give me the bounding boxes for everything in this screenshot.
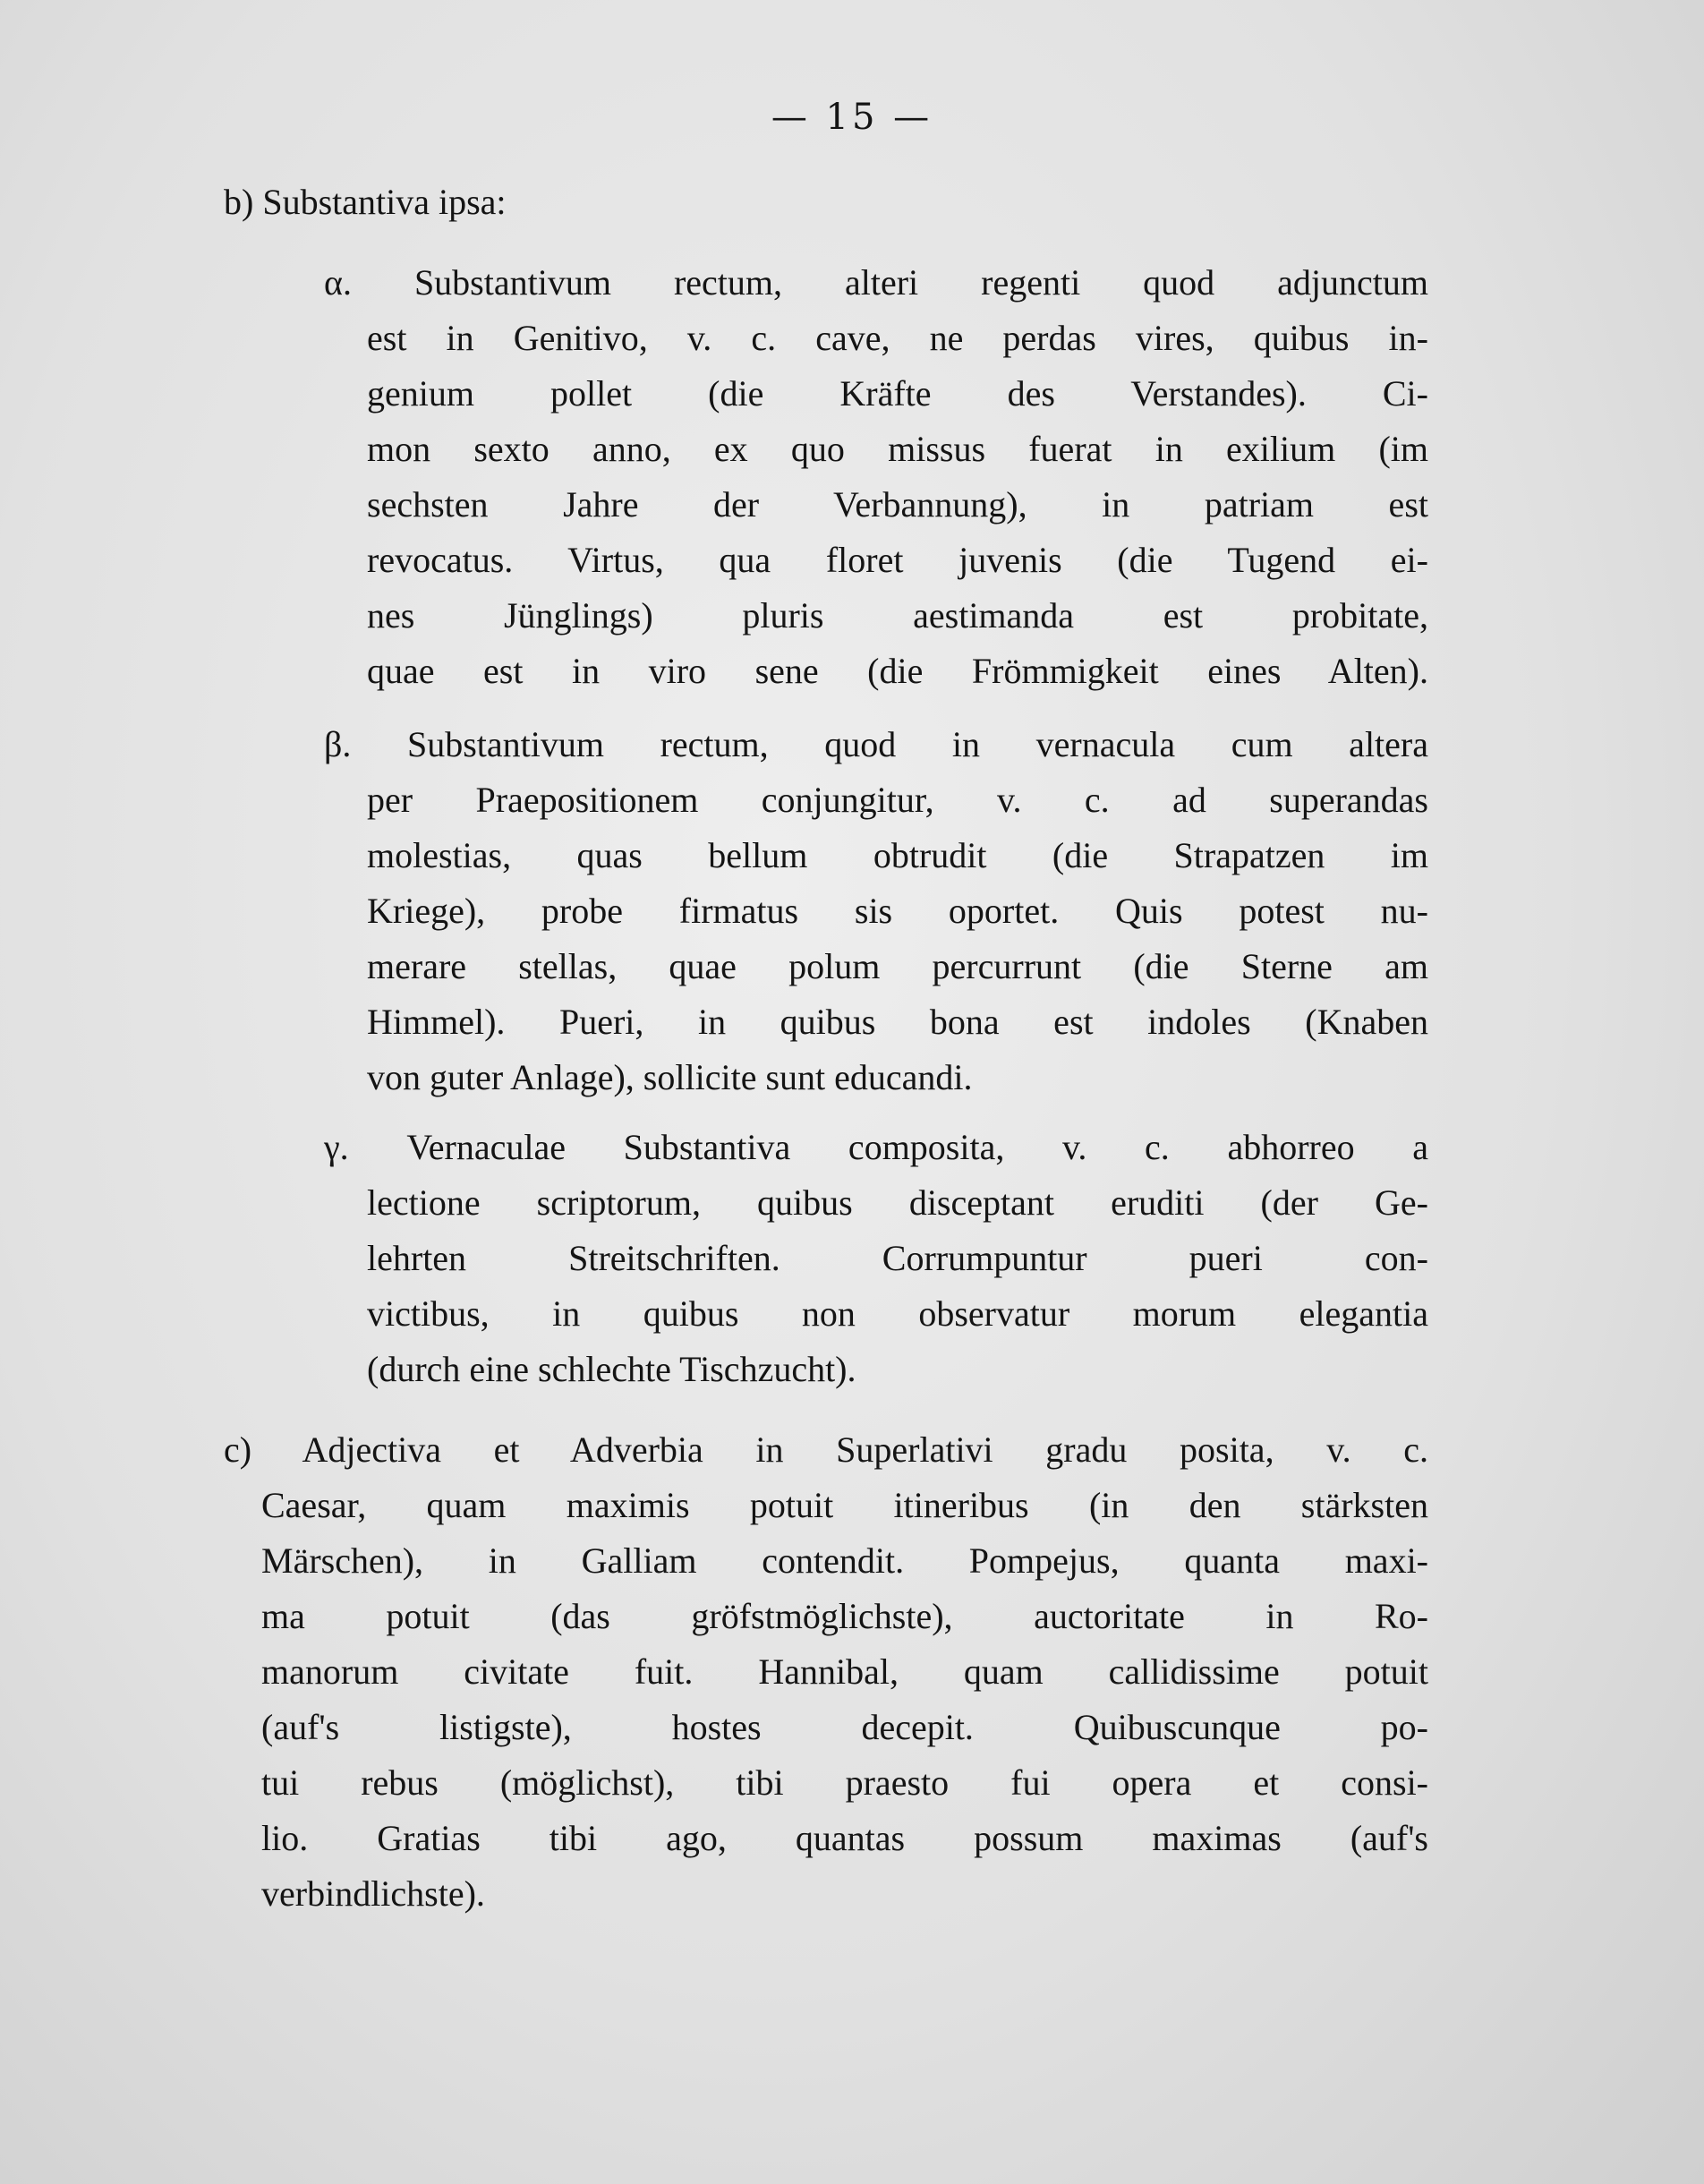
section-b-heading — [224, 184, 1428, 220]
text-line: Caesar, quam maximis potuit itineribus (in den stärksten — [261, 1485, 1428, 1525]
text-line: genium pollet (die Kräfte des Verstandes). Ci- — [367, 373, 1428, 414]
text-line: sechsten Jahre der Verbannung), in patriam est — [367, 484, 1428, 525]
text-line: α. Substantivum rectum, alteri regenti quod adjunctum — [324, 262, 1428, 303]
text-line: merare stellas, quae polum percurrunt (die Sterne am — [367, 946, 1428, 986]
page-number: — 15 — — [771, 97, 933, 138]
text-line: lio. Gratias tibi ago, quantas possum maximas (auf's — [261, 1818, 1428, 1858]
text-line: γ. Vernaculae Substantiva composita, v. c. abhorreo a — [324, 1127, 1428, 1167]
text-line: Kriege), probe firmatus sis oportet. Quis potest nu- — [367, 891, 1428, 931]
text-line: est in Genitivo, v. c. cave, ne perdas vires, quibus in- — [367, 318, 1428, 358]
text-line: nes Jünglings) pluris aestimanda est probitate, — [367, 595, 1428, 636]
text-line: (durch eine schlechte Tischzucht). — [367, 1349, 856, 1389]
text-line: tui rebus (möglichst), tibi praesto fui opera et consi- — [261, 1762, 1428, 1803]
text-line: ma potuit (das gröfstmöglichste), auctoritate in Ro- — [261, 1596, 1428, 1636]
text-line: lehrten Streitschriften. Corrumpuntur pueri con- — [367, 1238, 1428, 1278]
text-line: β. Substantivum rectum, quod in vernacula cum altera — [324, 724, 1428, 764]
text-line: (auf's listigste), hostes decepit. Quibuscunque po- — [261, 1707, 1428, 1747]
text-line: c) Adjectiva et Adverbia in Superlativi gradu posita, v. c. — [224, 1429, 1428, 1470]
text-line: b) Substantiva ipsa: — [224, 182, 507, 222]
text-line: verbindlichste). — [261, 1873, 485, 1914]
text-line: von guter Anlage), sollicite sunt educandi. — [367, 1057, 973, 1097]
text-line: manorum civitate fuit. Hannibal, quam callidissime potuit — [261, 1651, 1428, 1692]
text-line: molestias, quas bellum obtrudit (die Strapatzen im — [367, 835, 1428, 875]
text-line: victibus, in quibus non observatur morum elegantia — [367, 1293, 1428, 1334]
text-line: mon sexto anno, ex quo missus fuerat in exilium (im — [367, 429, 1428, 469]
text-line: Märschen), in Galliam contendit. Pompejus, quanta maxi- — [261, 1540, 1428, 1581]
text-line: per Praepositionem conjungitur, v. c. ad superandas — [367, 780, 1428, 820]
text-line: quae est in viro sene (die Frömmigkeit eines Alten). — [367, 651, 1428, 691]
text-line: lectione scriptorum, quibus disceptant eruditi (der Ge- — [367, 1182, 1428, 1223]
text-line: revocatus. Virtus, qua floret juvenis (die Tugend ei- — [367, 540, 1428, 580]
text-line: Himmel). Pueri, in quibus bona est indoles (Knaben — [367, 1002, 1428, 1042]
